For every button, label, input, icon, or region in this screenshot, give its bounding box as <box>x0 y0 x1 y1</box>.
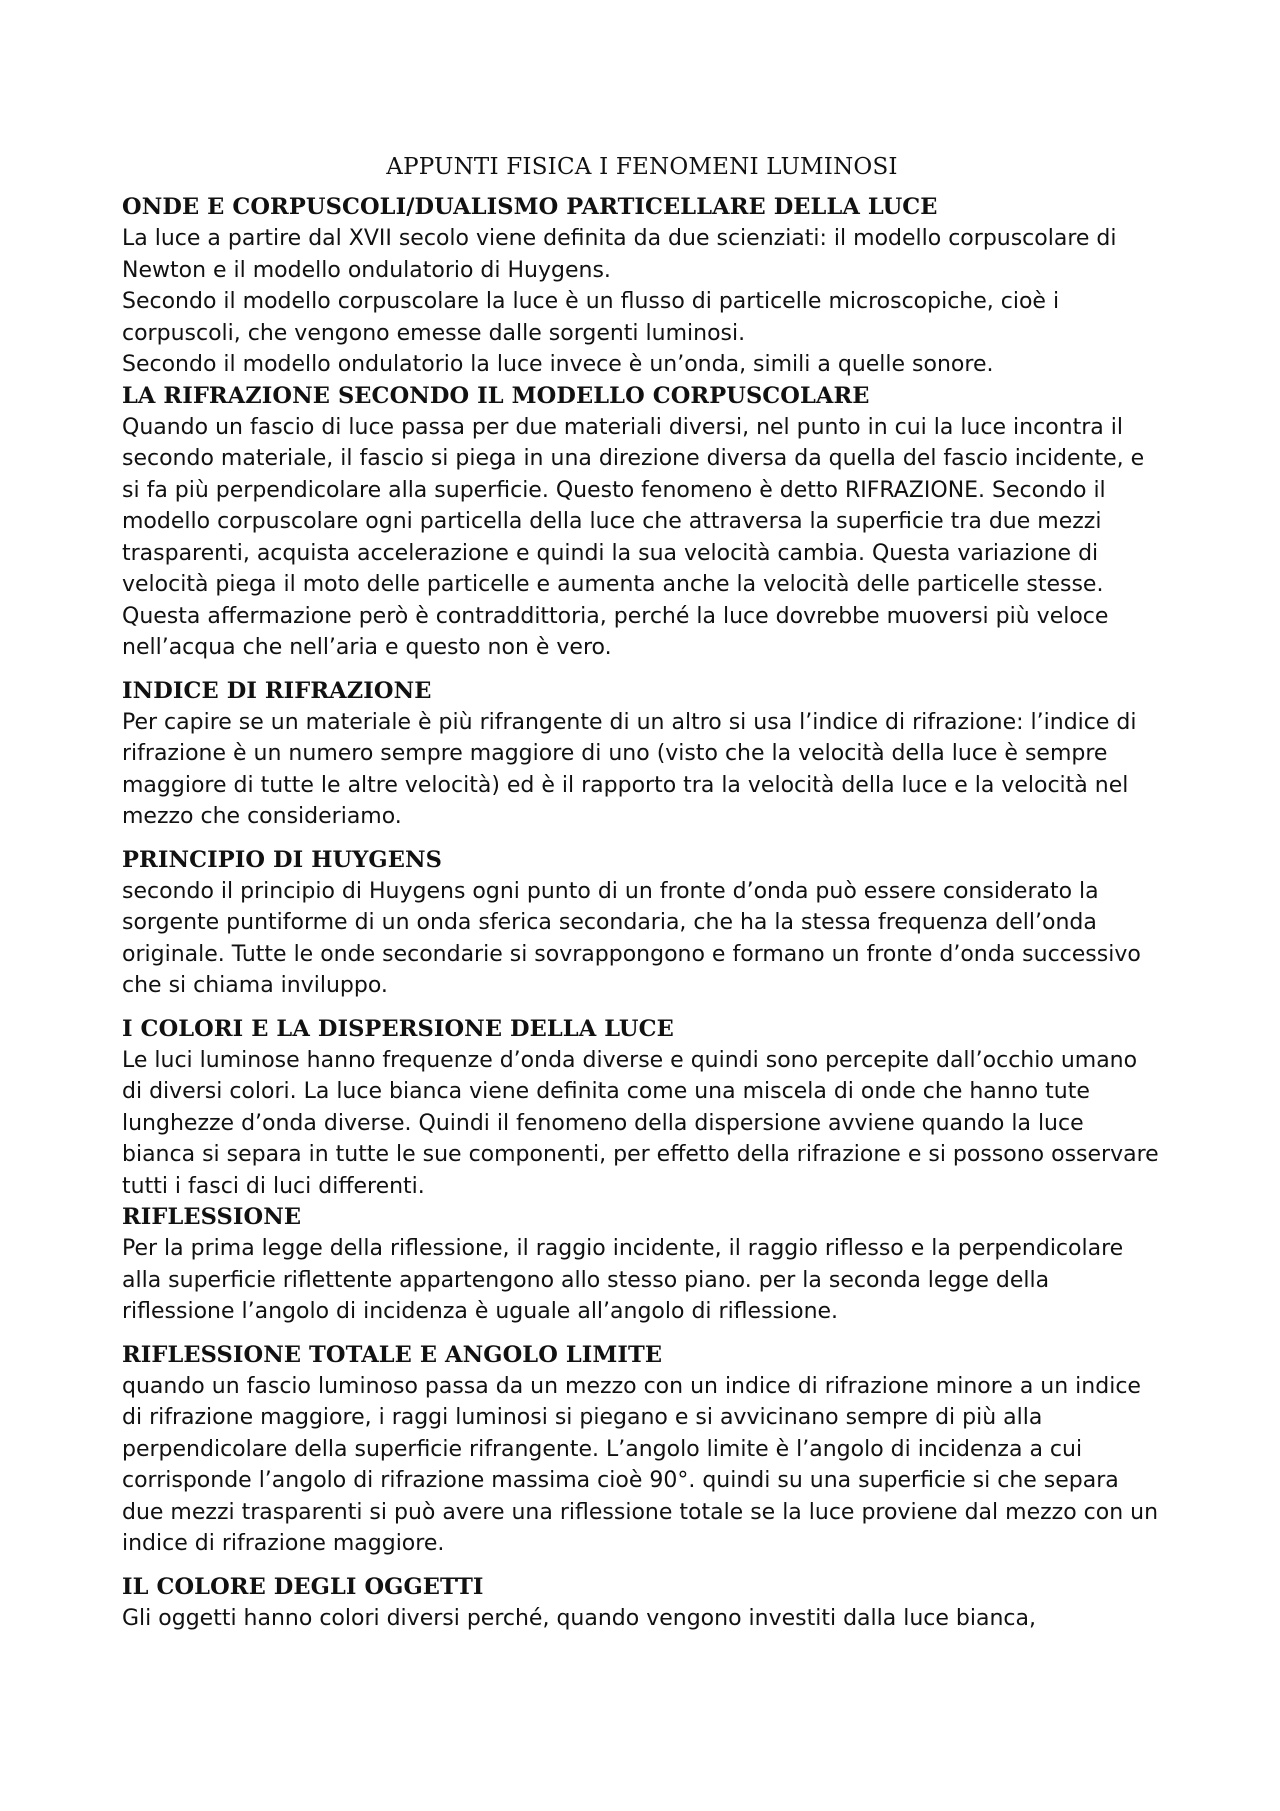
section-heading: LA RIFRAZIONE SECONDO IL MODELLO CORPUSCOLARE <box>122 382 870 409</box>
section-body: Quando un fascio di luce passa per due materiali diversi, nel punto in cui la luce incontra il secondo materiale, il fascio si piega in una direzione diversa da quella del fascio incidente, e si fa più perpendicolare alla superficie. Questo fenomeno è detto RIFRAZIONE. Secondo il modello corpuscolare ogni particella della luce che attraversa la superficie tra due mezzi trasparenti, acquista accelerazione e quindi la sua velocità cambia. Questa variazione di velocità piega il moto delle particelle e aumenta anche la velocità delle particelle stesse. Questa affermazione però è contraddittoria, perché la luce dovrebbe muoversi più veloce nell’acqua che nell’aria e questo non è vero. <box>122 414 1145 660</box>
section-body: Le luci luminose hanno frequenze d’onda diverse e quindi sono percepite dall’occhio umano di diversi colori. La luce bianca viene definita come una miscela di onde che hanno tute lunghezze d’onda diverse. Quindi il fenomeno della dispersione avviene quando la luce bianca si separa in tutte le sue componenti, per effetto della rifrazione e si possono osservare tutti i fasci di luci differenti. <box>122 1047 1159 1199</box>
section-rifrazione-corpuscolare <box>122 381 1162 664</box>
section-indice-rifrazione <box>122 676 1162 833</box>
section-riflessione-totale <box>122 1340 1162 1560</box>
section-body: La luce a partire dal XVII secolo viene definita da due scienziati: il modello corpuscolare di Newton e il modello ondulatorio di Huygens. Secondo il modello corpuscolare la luce è un flusso di particelle microscopiche, cioè i corpuscoli, che vengono emesse dalle sorgenti luminosi. Secondo il modello ondulatorio la luce invece è un’onda, simili a quelle sonore. <box>122 226 1117 377</box>
section-heading: INDICE DI RIFRAZIONE <box>122 677 432 704</box>
section-heading: RIFLESSIONE <box>122 1204 302 1230</box>
section-heading: PRINCIPIO DI HUYGENS <box>122 846 443 873</box>
section-body: Per capire se un materiale è più rifrangente di un altro si usa l’indice di rifrazione: l’indice di rifrazione è un numero sempre maggiore di uno (visto che la velocità della luce è sempre maggiore di tutte le altre velocità) ed è il rapporto tra la velocità della luce e la velocità nel mezzo che consideriamo. <box>122 709 1137 829</box>
document-content <box>122 152 1162 1634</box>
section-heading: IL COLORE DEGLI OGGETTI <box>122 1573 484 1600</box>
section-heading: RIFLESSIONE TOTALE E ANGOLO LIMITE <box>122 1341 663 1368</box>
section-body: quando un fascio luminoso passa da un mezzo con un indice di rifrazione minore a un indice di rifrazione maggiore, i raggi luminosi si piegano e si avvicinano sempre di più alla perpendicolare della superficie rifrangente. L’angolo limite è l’angolo di incidenza a cui corrisponde l’angolo di rifrazione massima cioè 90°. quindi su una superficie si che separa due mezzi trasparenti si può avere una riflessione totale se la luce proviene dal mezzo con un indice di rifrazione maggiore. <box>122 1373 1159 1556</box>
section-onde-corpuscoli <box>122 192 1162 381</box>
section-body: secondo il principio di Huygens ogni punto di un fronte d’onda può essere considerato la sorgente puntiforme di un onda sferica secondaria, che ha la stessa frequenza dell’onda originale. Tutte le onde secondarie si sovrappongono e formano un fronte d’onda successivo che si chiama inviluppo. <box>122 878 1141 998</box>
document-title: APPUNTI FISICA I FENOMENI LUMINOSI <box>386 154 898 180</box>
section-principio-huygens <box>122 845 1162 1002</box>
section-colori-dispersione <box>122 1014 1162 1203</box>
section-body: Per la prima legge della riflessione, il raggio incidente, il raggio riflesso e la perpendicolare alla superficie riflettente appartengono allo stesso piano. per la seconda legge della riflessione l’angolo di incidenza è uguale all’angolo di riflessione. <box>122 1236 1124 1324</box>
section-heading: ONDE E CORPUSCOLI/DUALISMO PARTICELLARE DELLA LUCE <box>122 194 938 220</box>
section-heading: I COLORI E LA DISPERSIONE DELLA LUCE <box>122 1015 674 1042</box>
section-riflessione <box>122 1202 1162 1328</box>
section-colore-oggetti <box>122 1572 1162 1635</box>
section-body: Gli oggetti hanno colori diversi perché, quando vengono investiti dalla luce bianca, <box>122 1605 1036 1631</box>
